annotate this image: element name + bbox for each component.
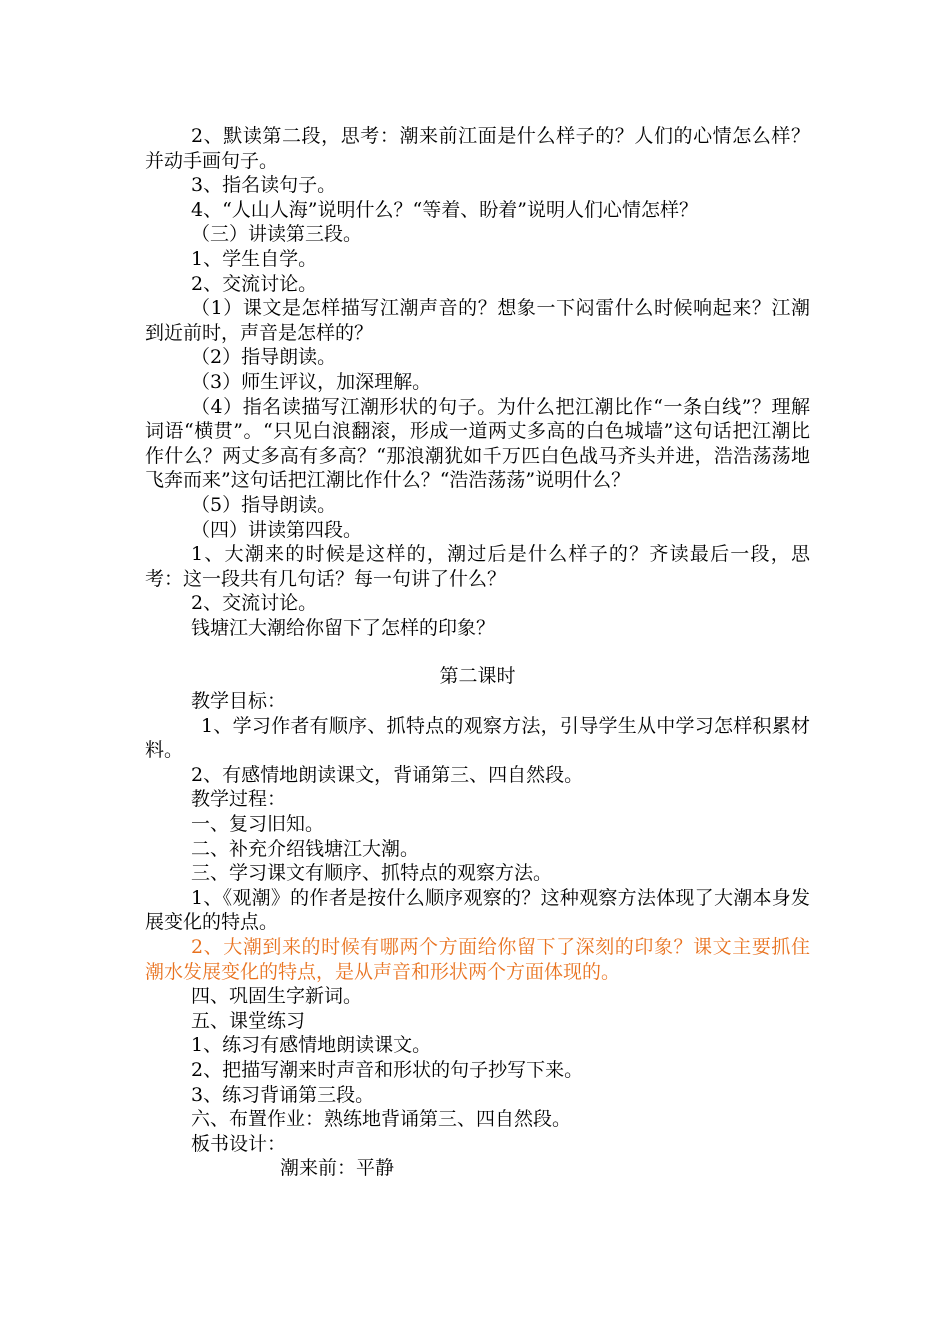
paragraph: 钱塘江大潮给你留下了怎样的印象？	[191, 616, 496, 639]
paragraph: 四、巩固生字新词。	[191, 985, 363, 1008]
paragraph: 二、补充介绍钱塘江大潮。	[191, 837, 420, 860]
paragraph: 1、《观潮》的作者是按什么顺序观察的？这种观察方法体现了大潮本身发展变化的特点。	[145, 886, 810, 934]
paragraph: 2、交流讨论。	[191, 272, 318, 295]
paragraph: 六、布置作业：熟练地背诵第三、四自然段。	[191, 1108, 572, 1131]
paragraph: 教学目标：	[191, 690, 287, 713]
paragraph: （四）讲读第四段。	[191, 518, 363, 541]
paragraph: （三）讲读第三段。	[191, 223, 363, 246]
paragraph: 1、学习作者有顺序、抓特点的观察方法，引导学生从中学习怎样积累材料。	[145, 714, 810, 762]
document-body	[145, 124, 810, 1181]
paragraph: 三、学习课文有顺序、抓特点的观察方法。	[191, 862, 553, 885]
paragraph: 1、大潮来的时候是这样的，潮过后是什么样子的？齐读最后一段，思考：这一段共有几句话？每一句讲了什么？	[145, 543, 810, 590]
paragraph: 2、把描写潮来时声音和形状的句子抄写下来。	[191, 1058, 584, 1081]
paragraph: （3）师生评议，加深理解。	[191, 370, 432, 393]
paragraph: 3、练习背诵第三段。	[191, 1083, 375, 1106]
paragraph: 2、有感情地朗读课文，背诵第三、四自然段。	[191, 763, 584, 786]
paragraph: （4）指名读描写江潮形状的句子。为什么把江潮比作“一条白线”？理解词语“横贯”。“只见白浪翻滚，形成一道两丈多高的白色城墙”这句话把江潮比作什么？两丈多高有多高？“那浪潮犹如千万匹白色战马齐头并进，浩浩荡荡地飞奔而来”这句话把江潮比作什么？“浩浩荡荡”说明什么？	[145, 395, 810, 492]
paragraph: （2）指导朗读。	[191, 346, 337, 369]
paragraph: 3、指名读句子。	[191, 174, 337, 197]
paragraph: 五、课堂练习	[191, 1009, 306, 1032]
paragraph: 1、练习有感情地朗读课文。	[191, 1034, 432, 1057]
paragraph: 2、交流讨论。	[191, 592, 318, 615]
paragraph: 2、默读第二段，思考：潮来前江面是什么样子的？人们的心情怎么样？并动手画句子。	[145, 125, 810, 172]
paragraph: 一、复习旧知。	[191, 813, 325, 836]
paragraph: （1）课文是怎样描写江潮声音的？想象一下闷雷什么时候响起来？江潮到近前时，声音是怎样的？	[145, 297, 810, 344]
paragraph: 教学过程：	[191, 788, 287, 811]
highlighted-paragraph: 2、大潮到来的时候有哪两个方面给你留下了深刻的印象？课文主要抓住潮水发展变化的特点，是从声音和形状两个方面体现的。	[145, 936, 810, 983]
board-design-line: 潮来前：平静	[280, 1157, 395, 1180]
paragraph: 板书设计：	[191, 1132, 287, 1155]
paragraph: 4、“人山人海”说明什么？“等着、盼着”说明人们心情怎样？	[191, 198, 698, 221]
paragraph: （5）指导朗读。	[191, 493, 337, 516]
paragraph: 1、学生自学。	[191, 247, 318, 270]
section-title: 第二课时	[439, 665, 516, 688]
